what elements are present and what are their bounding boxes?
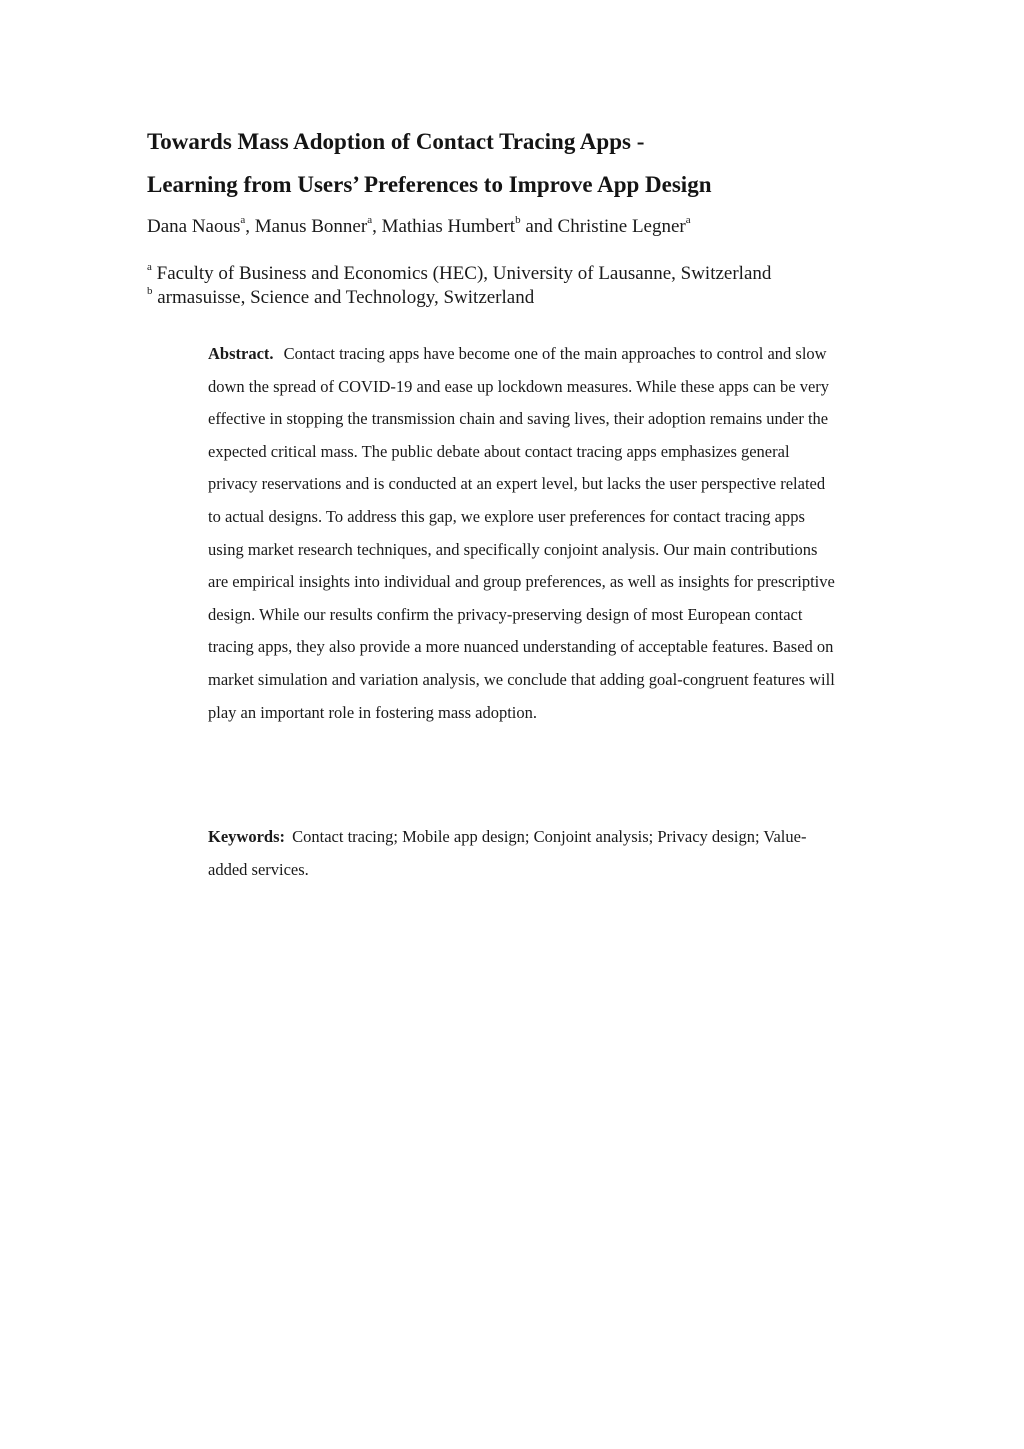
- author-name: Mathias Humbert: [381, 216, 516, 237]
- author-name: Christine Legner: [557, 216, 686, 237]
- abstract-text: Contact tracing apps have become one of the main approaches to control and slow down the spread of COVID-19 and ease up lockdown measures. While these apps can be very effective in stopping the transmission chain and saving lives, their adoption remains under the expected critical mass. The public debate about contact tracing apps emphasizes general privacy reservations and is conducted at an expert level, but lacks the user perspective related to actual designs. To address this gap, we explore user preferences for contact tracing apps using market research techniques, and specifically conjoint analysis. Our main contributions are empirical insights into individual and group preferences, as well as insights for prescriptive design. While our results confirm the privacy-preserving design of most European contact tracing apps, they also provide a more nuanced understanding of acceptable features. Based on market simulation and variation analysis, we conclude that adding goal-congruent features will play an important role in fostering mass adoption.: [208, 344, 835, 722]
- author-name: Dana Naous: [147, 216, 241, 237]
- keywords: [208, 821, 838, 886]
- affiliation-item: [147, 262, 771, 286]
- affiliation-mark: a: [147, 260, 152, 273]
- affiliation-list: [147, 262, 771, 310]
- title-line-1: Towards Mass Adoption of Contact Tracing Apps -: [147, 129, 645, 154]
- keywords-label: Keywords:: [208, 827, 285, 846]
- affiliation-text: Faculty of Business and Economics (HEC), University of Lausanne, Switzerland: [151, 263, 772, 284]
- author-separator: ,: [245, 216, 255, 237]
- author-separator: and: [520, 216, 558, 237]
- paper-title: [147, 120, 907, 206]
- author-separator: ,: [372, 216, 382, 237]
- affiliation-item: [147, 286, 771, 310]
- author-affiliation-mark: b: [515, 213, 521, 226]
- author-affiliation-mark: a: [240, 213, 246, 226]
- author-affiliation-mark: a: [685, 213, 691, 226]
- author-name: Manus Bonner: [254, 216, 368, 237]
- author-list: [147, 213, 691, 241]
- abstract-label: Abstract.: [208, 344, 274, 363]
- affiliation-mark: b: [147, 284, 153, 297]
- author-affiliation-mark: a: [367, 213, 373, 226]
- title-line-2: Learning from Users’ Preferences to Improve App Design: [147, 172, 712, 197]
- keywords-text: Contact tracing; Mobile app design; Conjoint analysis; Privacy design; Value-added services.: [208, 827, 807, 879]
- affiliation-text: armasuisse, Science and Technology, Switzerland: [152, 287, 535, 308]
- abstract: [208, 338, 838, 729]
